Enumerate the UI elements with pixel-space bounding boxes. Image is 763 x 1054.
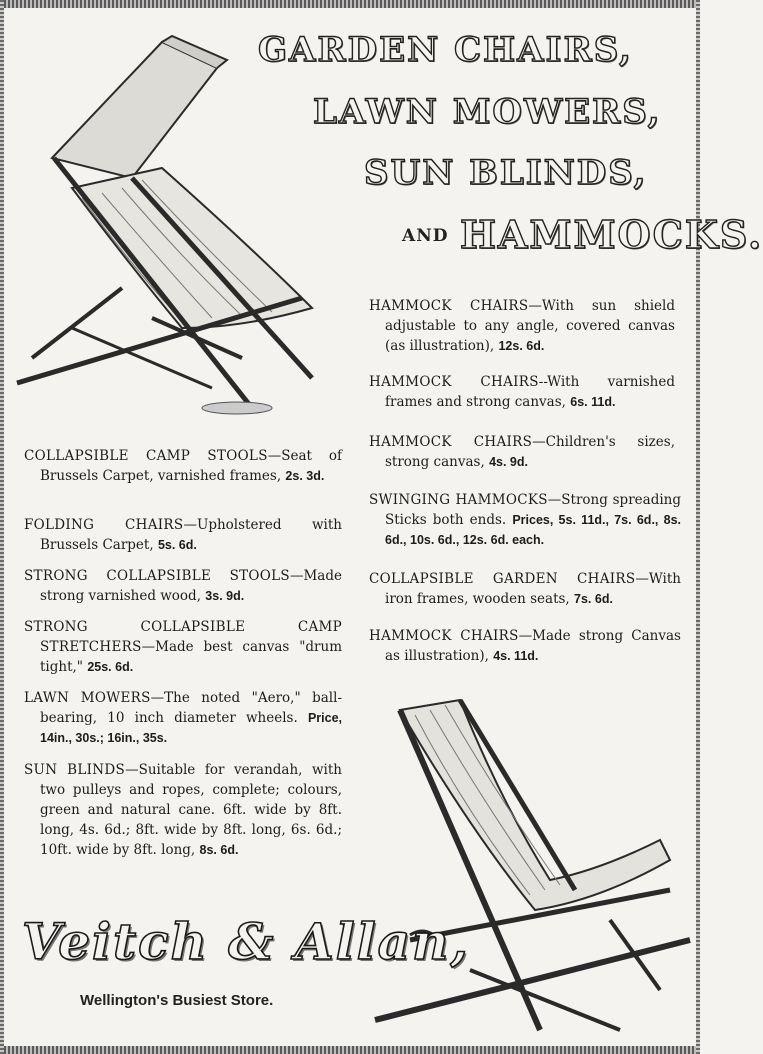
item-hammock-chairs-children: HAMMOCK CHAIRS—Children's sizes, strong canvas, 4s. 9d. [369, 434, 675, 470]
item-folding-chairs: FOLDING CHAIRS—Upholstered with Brussels Carpet, 5s. 6d. [24, 517, 342, 553]
item-hammock-chairs-sun-shield: HAMMOCK CHAIRS—With sun shield adjustable to any angle, covered canvas (as illustration), 12s. 6d. [369, 298, 675, 354]
border-top [0, 0, 700, 8]
headline-sun-blinds: SUN BLINDS, [364, 153, 648, 193]
item-hammock-chairs-varnished: HAMMOCK CHAIRS--With varnished frames and strong canvas, 6s. 11d. [369, 374, 675, 410]
item-swinging-hammocks: SWINGING HAMMOCKS—Strong spreading Sticks both ends. Prices, 5s. 11d., 7s. 6d., 8s. 6d., 10s. 6d., 12s. 6d. each. [369, 492, 682, 547]
border-left [0, 0, 4, 1054]
headline-garden-chairs: GARDEN CHAIRS, [258, 30, 633, 70]
brand-tagline: Wellington's Busiest Store. [80, 992, 274, 1009]
brand-name: Veitch & Allan, [22, 912, 470, 971]
border-right [696, 0, 700, 1054]
item-collapsible-garden-chairs: COLLAPSIBLE GARDEN CHAIRS—With iron frames, wooden seats, 7s. 6d. [369, 571, 681, 607]
headline-and: AND [402, 226, 449, 246]
hammock-chair-illustration-bottom [370, 690, 695, 1040]
item-hammock-chairs-strong-canvas: HAMMOCK CHAIRS—Made strong Canvas as illustration), 4s. 11d. [369, 628, 681, 664]
item-lawn-mowers: LAWN MOWERS—The noted "Aero," ball-bearing, 10 inch diameter wheels. Price, 14in., 30s.; 16in., 35s. [24, 690, 343, 745]
item-camp-stretchers: STRONG COLLAPSIBLE CAMP STRETCHERS—Made best canvas "drum tight," 25s. 6d. [24, 619, 342, 675]
item-collapsible-camp-stools: COLLAPSIBLE CAMP STOOLS—Seat of Brussels Carpet, varnished frames, 2s. 3d. [24, 448, 342, 484]
item-strong-collapsible-stools: STRONG COLLAPSIBLE STOOLS—Made strong varnished wood, 3s. 9d. [24, 568, 342, 604]
headline-hammocks: HAMMOCKS. [460, 212, 763, 257]
item-sun-blinds: SUN BLINDS—Suitable for verandah, with two pulleys and ropes, complete; colours, green and natural cane. 6ft. wide by 8ft. long, 4s. 6d.; 8ft. wide by 8ft. long, 6s. 6d.; 10ft. wide by 8ft. long, 8s. 6d. [24, 762, 342, 858]
border-bottom [0, 1046, 700, 1054]
hammock-chair-illustration-top [12, 28, 332, 418]
headline-lawn-mowers: LAWN MOWERS, [313, 92, 662, 132]
